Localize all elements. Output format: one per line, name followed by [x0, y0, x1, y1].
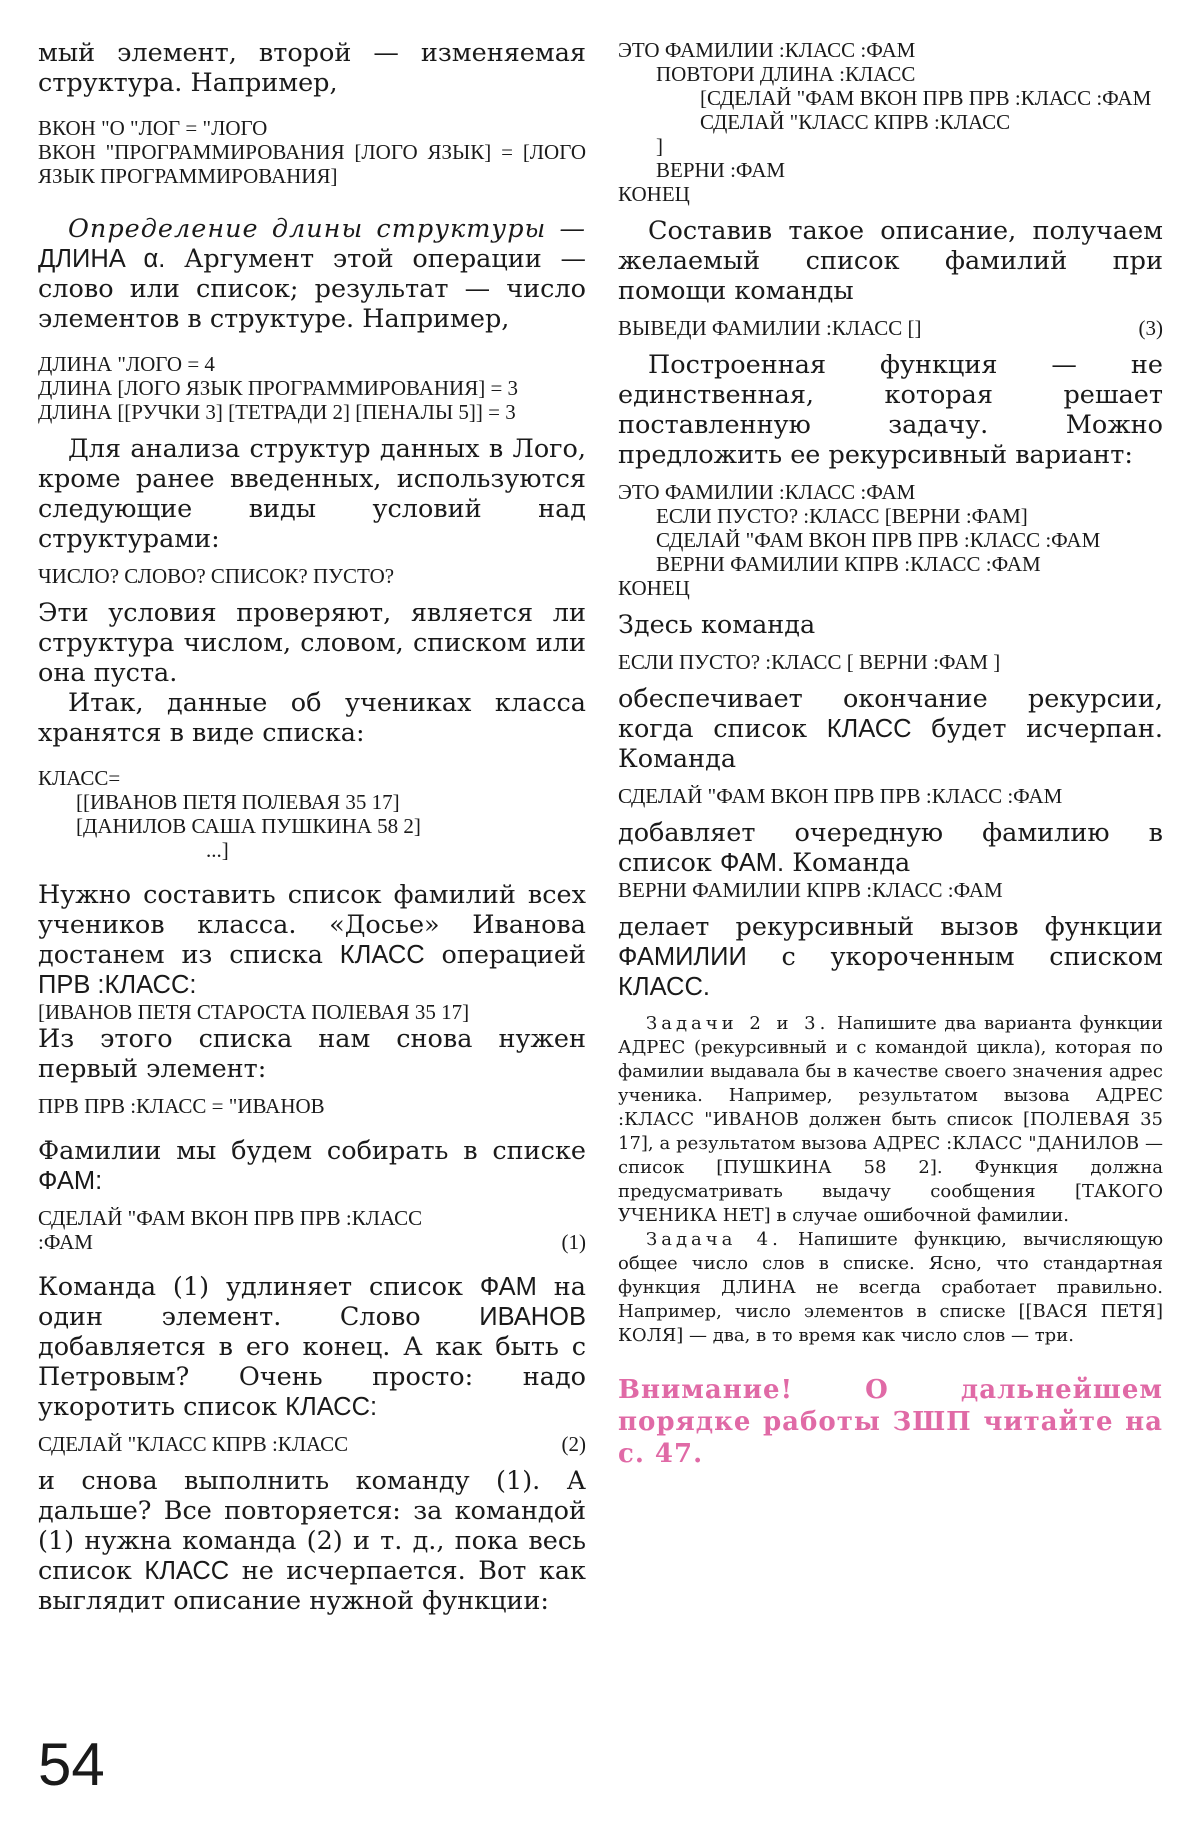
code-text: :ФАМ: [38, 1230, 93, 1254]
term: ПРВ :КЛАСС:: [38, 971, 197, 999]
code-line: ВЕРНИ ФАМИЛИИ КПРВ :КЛАСС :ФАМ: [618, 878, 1003, 902]
term: ФАМ.: [719, 849, 785, 877]
code-line: [СДЕЛАЙ "ФАМ ВКОН ПРВ ПРВ :КЛАСС :ФАМ: [700, 86, 1152, 110]
paragraph-text: Нужно составить список фамилий всех учеников класса. «Досье» Иванова достанем из списка: [38, 880, 586, 970]
task-text: Напишите два варианта функции АДРЕС (рекурсивный и с командой цикла), которая по фамилии выдавала бы в качестве своего значения адрес ученика. Например, результатом вызова АДРЕС :КЛАСС "ИВАНОВ должен быть список [ПОЛЕВАЯ 35 17], а результатом вызова АДРЕС :КЛАСС "ДАНИЛОВ — список [ПУШКИНА 58 2]. Функция должна предусматривать выдачу сообщения [ТАКОГО УЧЕНИКА НЕТ] в случае ошибочной фамилии.: [618, 1013, 1163, 1226]
paragraph-text: добавляет очередную фамилию в список: [618, 818, 1163, 878]
paragraph-text: на один элемент. Слово: [38, 1272, 586, 1332]
term: ФАМ: [479, 1273, 537, 1301]
code-line: ПРВ ПРВ :КЛАСС = "ИВАНОВ: [38, 1094, 325, 1118]
code-line: ВЕРНИ ФАМИЛИИ КПРВ :КЛАСС :ФАМ: [656, 552, 1041, 576]
paragraph: [38, 1272, 586, 1422]
term: КЛАСС: [144, 1557, 230, 1585]
code-text: ВЫВЕДИ ФАМИЛИИ :КЛАСС []: [618, 316, 922, 340]
paragraph: [38, 1136, 586, 1196]
code-line: [[ИВАНОВ ПЕТЯ ПОЛЕВАЯ 35 17]: [76, 790, 400, 814]
right-column: [618, 38, 1163, 1470]
italic-heading: Определение длины структуры —: [68, 214, 586, 244]
paragraph: [618, 818, 1163, 878]
code-line: ДЛИНА [ЛОГО ЯЗЫК ПРОГРАММИРОВАНИЯ] = 3: [38, 376, 519, 400]
paragraph-text: добавляется в его конец. А как быть с Петровым? Очень просто: надо укоротить список: [38, 1332, 586, 1422]
code-line: КОНЕЦ: [618, 576, 690, 600]
term: ФАМ:: [38, 1167, 103, 1195]
code-line: ПОВТОРИ ДЛИНА :КЛАСС: [656, 62, 916, 86]
paragraph: Составив такое описание, получаем желаемый список фамилий при помощи команды: [618, 216, 1163, 306]
page-number: 54: [38, 1731, 105, 1798]
code-line: ЕСЛИ ПУСТО? :КЛАСС [ВЕРНИ :ФАМ]: [656, 504, 1028, 528]
code-line: СДЕЛАЙ "ФАМ ВКОН ПРВ ПРВ :КЛАСС: [38, 1206, 423, 1230]
paragraph-text: будет исчерпан. Команда: [618, 714, 1163, 774]
paragraph: Итак, данные об учениках класса хранятся в виде списка:: [38, 688, 586, 748]
task-block: [618, 1012, 1163, 1228]
code-line: КОНЕЦ: [618, 182, 690, 206]
code-line: СДЕЛАЙ "КЛАСС КПРВ :КЛАСС: [700, 110, 1011, 134]
notice: Внимание! О дальнейшем порядке работы ЗШП читайте на с. 47.: [618, 1375, 1163, 1469]
code-line: ВКОН "ПРОГРАММИРОВАНИЯ [ЛОГО ЯЗЫК] = [ЛОГО ЯЗЫК ПРОГРАММИРОВАНИЯ]: [38, 140, 586, 188]
code-line: ЭТО ФАМИЛИИ :КЛАСС :ФАМ: [618, 38, 916, 62]
code-line: [38, 1432, 586, 1456]
paragraph: Здесь команда: [618, 610, 816, 640]
task-label: Задача 4.: [646, 1229, 782, 1250]
term: ДЛИНА α.: [38, 245, 166, 273]
code-line: ]: [656, 134, 663, 158]
paragraph: Из этого списка нам снова нужен первый элемент:: [38, 1024, 586, 1084]
term: КЛАСС.: [618, 973, 710, 1001]
code-line: [ДАНИЛОВ САША ПУШКИНА 58 2]: [76, 814, 421, 838]
task-block: [618, 1228, 1163, 1348]
task-text: Напишите функцию, вычисляющую общее число слов в списке. Ясно, что стандартная функция ДЛИНА не всегда сработает правильно. Например, число элементов в списке [[ВАСЯ ПЕТЯ] КОЛЯ] — два, в то время как число слов — три.: [618, 1229, 1164, 1346]
term: КЛАСС: [826, 715, 912, 743]
equation-number: (1): [561, 1230, 586, 1254]
paragraph-text: Команда (1) удлиняет список: [38, 1272, 480, 1302]
paragraph-text: с укороченным списком: [746, 942, 1163, 972]
paragraph: [618, 684, 1163, 774]
left-column: [38, 38, 586, 1616]
code-line: ...]: [206, 838, 229, 862]
term: КЛАСС:: [285, 1393, 378, 1421]
paragraph-text: делает рекурсивный вызов функции: [618, 912, 1163, 942]
paragraph-text: Аргумент этой операции — слово или список; результат — число элементов в структуре. Например,: [38, 244, 586, 334]
code-line: [618, 316, 1163, 340]
paragraph-text: операцией: [424, 940, 586, 970]
term: КЛАСС: [339, 941, 425, 969]
paragraph-text: Команда: [784, 848, 911, 878]
paragraph-text: и снова выполнить команду (1). А дальше? Все повторяется: за командой (1) нужна команда (2) и т. д., пока весь список: [38, 1466, 586, 1586]
code-line: ЭТО ФАМИЛИИ :КЛАСС :ФАМ: [618, 480, 916, 504]
code-line: ЕСЛИ ПУСТО? :КЛАСС [ ВЕРНИ :ФАМ ]: [618, 650, 1001, 674]
paragraph: [38, 880, 586, 1000]
paragraph: Эти условия проверяют, является ли структура числом, словом, списком или она пуста.: [38, 598, 586, 688]
term: ИВАНОВ: [479, 1303, 586, 1331]
code-line: ВКОН "О "ЛОГ = "ЛОГО: [38, 116, 268, 140]
paragraph-length-definition: [38, 214, 586, 334]
code-line: ВЕРНИ :ФАМ: [656, 158, 786, 182]
paragraph-text: не исчерпается. Вот как выглядит описание нужной функции:: [38, 1556, 586, 1616]
code-line: ДЛИНА [[РУЧКИ 3] [ТЕТРАДИ 2] [ПЕНАЛЫ 5]] = 3: [38, 400, 516, 424]
code-line: ЧИСЛО? СЛОВО? СПИСОК? ПУСТО?: [38, 564, 395, 588]
task-label: Задачи 2 и 3.: [646, 1013, 830, 1034]
paragraph: [618, 912, 1163, 1002]
term: ФАМИЛИИ: [618, 943, 747, 971]
code-line: КЛАСС=: [38, 766, 121, 790]
code-line: ДЛИНА "ЛОГО = 4: [38, 352, 215, 376]
code-line: СДЕЛАЙ "ФАМ ВКОН ПРВ ПРВ :КЛАСС :ФАМ: [618, 784, 1063, 808]
equation-number: (2): [561, 1432, 586, 1456]
code-line: СДЕЛАЙ "ФАМ ВКОН ПРВ ПРВ :КЛАСС :ФАМ: [656, 528, 1101, 552]
equation-number: (3): [1138, 316, 1163, 340]
paragraph-text: Фамилии мы будем собирать в списке: [38, 1136, 586, 1166]
code-line: [ИВАНОВ ПЕТЯ СТАРОСТА ПОЛЕВАЯ 35 17]: [38, 1000, 470, 1024]
paragraph-text: обеспечивает окончание рекурсии, когда список: [618, 684, 1163, 744]
paragraph: Для анализа структур данных в Лого, кроме ранее введенных, используются следующие виды условий над структурами:: [38, 434, 586, 554]
paragraph: [38, 1466, 586, 1616]
paragraph: Построенная функция — не единственная, которая решает поставленную задачу. Можно предложить ее рекурсивный вариант:: [618, 350, 1163, 470]
paragraph: мый элемент, второй — изменяемая структура. Например,: [38, 38, 586, 98]
code-line: [38, 1230, 586, 1254]
code-text: СДЕЛАЙ "КЛАСС КПРВ :КЛАСС: [38, 1432, 349, 1456]
